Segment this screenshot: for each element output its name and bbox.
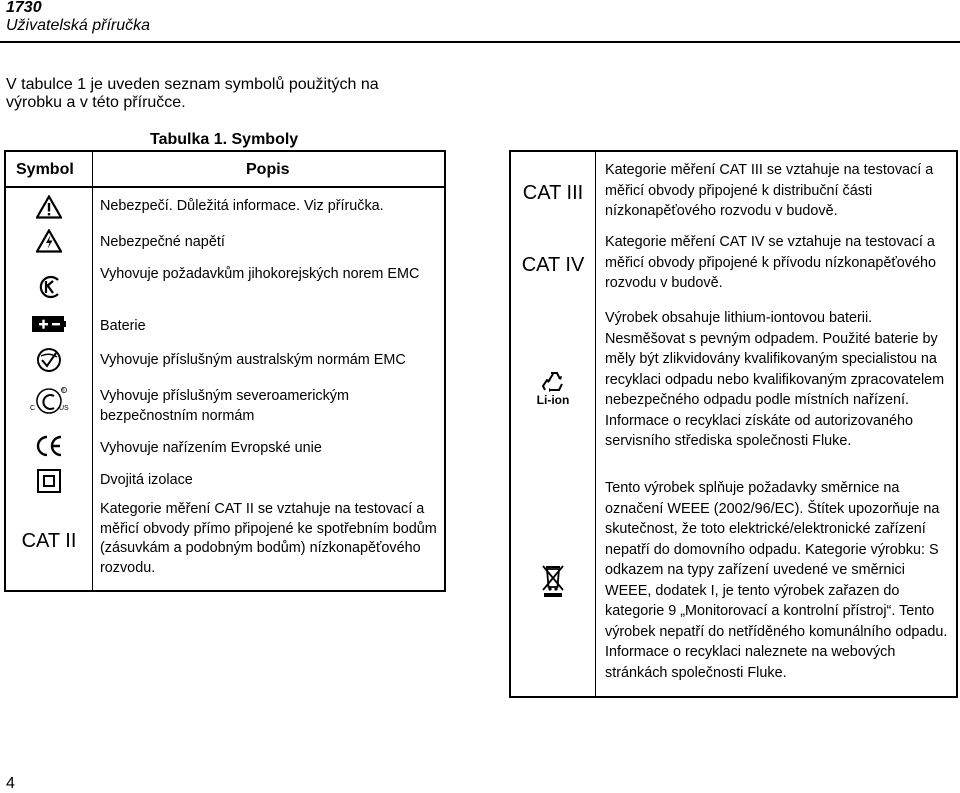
hazardous-voltage-icon bbox=[6, 226, 92, 256]
rcm-mark-icon bbox=[6, 345, 92, 375]
battery-icon bbox=[6, 312, 92, 336]
document-model-number: 1730 bbox=[6, 0, 42, 16]
recycle-icon bbox=[541, 371, 565, 393]
csa-mark-left-letter: C bbox=[30, 405, 36, 412]
header-row-divider bbox=[6, 186, 444, 188]
symbol-description: Nebezpečí. Důležitá informace. Viz příručka. bbox=[100, 198, 384, 214]
symbol-description: Dvojitá izolace bbox=[100, 472, 193, 488]
symbol-description: Nebezpečné napětí bbox=[100, 234, 225, 250]
cat-ii-label: CAT II bbox=[21, 529, 77, 552]
symbol-description: Vyhovuje příslušným australským normám EMC bbox=[100, 352, 406, 368]
page-number: 4 bbox=[6, 775, 15, 792]
kc-mark-icon bbox=[6, 270, 92, 304]
symbol-description: Kategorie měření CAT III se vztahuje na testovací a měřicí obvody připojené k distribuční části nízkonapěťového rozvodu v budově. bbox=[605, 162, 934, 219]
column-header-description: Popis bbox=[246, 161, 290, 178]
recycle-li-ion-mark bbox=[511, 366, 595, 412]
csa-mark-registered: ® bbox=[61, 388, 65, 394]
symbol-description: Vyhovuje nařízením Evropské unie bbox=[100, 440, 322, 456]
cat-iv-label: CAT IV bbox=[521, 253, 585, 276]
intro-paragraph: V tabulce 1 je uveden seznam symbolů použitých na výrobku a v této příručce. bbox=[6, 76, 379, 111]
ce-mark-icon bbox=[6, 432, 92, 460]
csa-mark-right-letters: US bbox=[59, 405, 69, 412]
column-divider bbox=[595, 152, 596, 696]
li-ion-label: Li-ion bbox=[536, 393, 570, 407]
csa-mark-icon bbox=[6, 382, 92, 422]
symbol-description: Výrobek obsahuje lithium-iontovou baterii. Nesměšovat s pevným odpadem. Použité baterie by měly být zlikvidovány kvalifikovaným specialistou na recyklaci odpadu nebo kvalifikovaným zpracovatelem nebezpečného odpadu podle místních nařízení. Informace o recyklaci získáte od autorizovaného servisního střediska společnosti Fluke. bbox=[605, 310, 945, 449]
symbols-table-right bbox=[509, 150, 958, 698]
cat-iii-label: CAT III bbox=[522, 181, 584, 204]
symbol-description: Vyhovuje požadavkům jihokorejských norem EMC bbox=[100, 266, 420, 282]
weee-crossed-bin-icon bbox=[511, 560, 595, 600]
symbol-description: Baterie bbox=[100, 318, 146, 334]
column-divider bbox=[92, 152, 93, 590]
document-subtitle: Uživatelská příručka bbox=[6, 17, 151, 34]
symbol-description: Tento výrobek splňuje požadavky směrnice na označení WEEE (2002/96/EC). Štítek upozorňuje na skutečnost, že toto elektrické/elektronické zařízení nepatří do domovního odpadu. Kategorie výrobku: S odkazem na typy zařízení uvedené ve směrnici WEEE, dodatek I, je tento výrobek zařazen do kategorie 9 „Monitorovací a kontrolní přístroj“. Tento výrobek nepatří do netříděného komunálního odpadu. Informace o recyklaci naleznete na webových stránkách společnosti Fluke. bbox=[605, 480, 948, 681]
symbol-description: Kategorie měření CAT II se vztahuje na testovací a měřicí obvody přímo připojené ke spotřebním bodům (zásuvkám a podobným bodům) nízkonapěťového rozvodu. bbox=[100, 501, 437, 576]
column-header-symbol: Symbol bbox=[16, 161, 74, 178]
symbol-description: Vyhovuje příslušným severoamerickým bezpečnostním normám bbox=[100, 388, 349, 424]
double-insulation-icon bbox=[6, 466, 92, 496]
symbol-description: Kategorie měření CAT IV se vztahuje na testovací a měřicí obvody připojené k přívodu nízkonapěťového rozvodu v budově. bbox=[605, 234, 936, 291]
warning-triangle-icon bbox=[6, 192, 92, 222]
header-divider bbox=[0, 41, 960, 43]
symbols-table-left bbox=[4, 150, 446, 592]
table-caption: Tabulka 1. Symboly bbox=[150, 131, 299, 148]
